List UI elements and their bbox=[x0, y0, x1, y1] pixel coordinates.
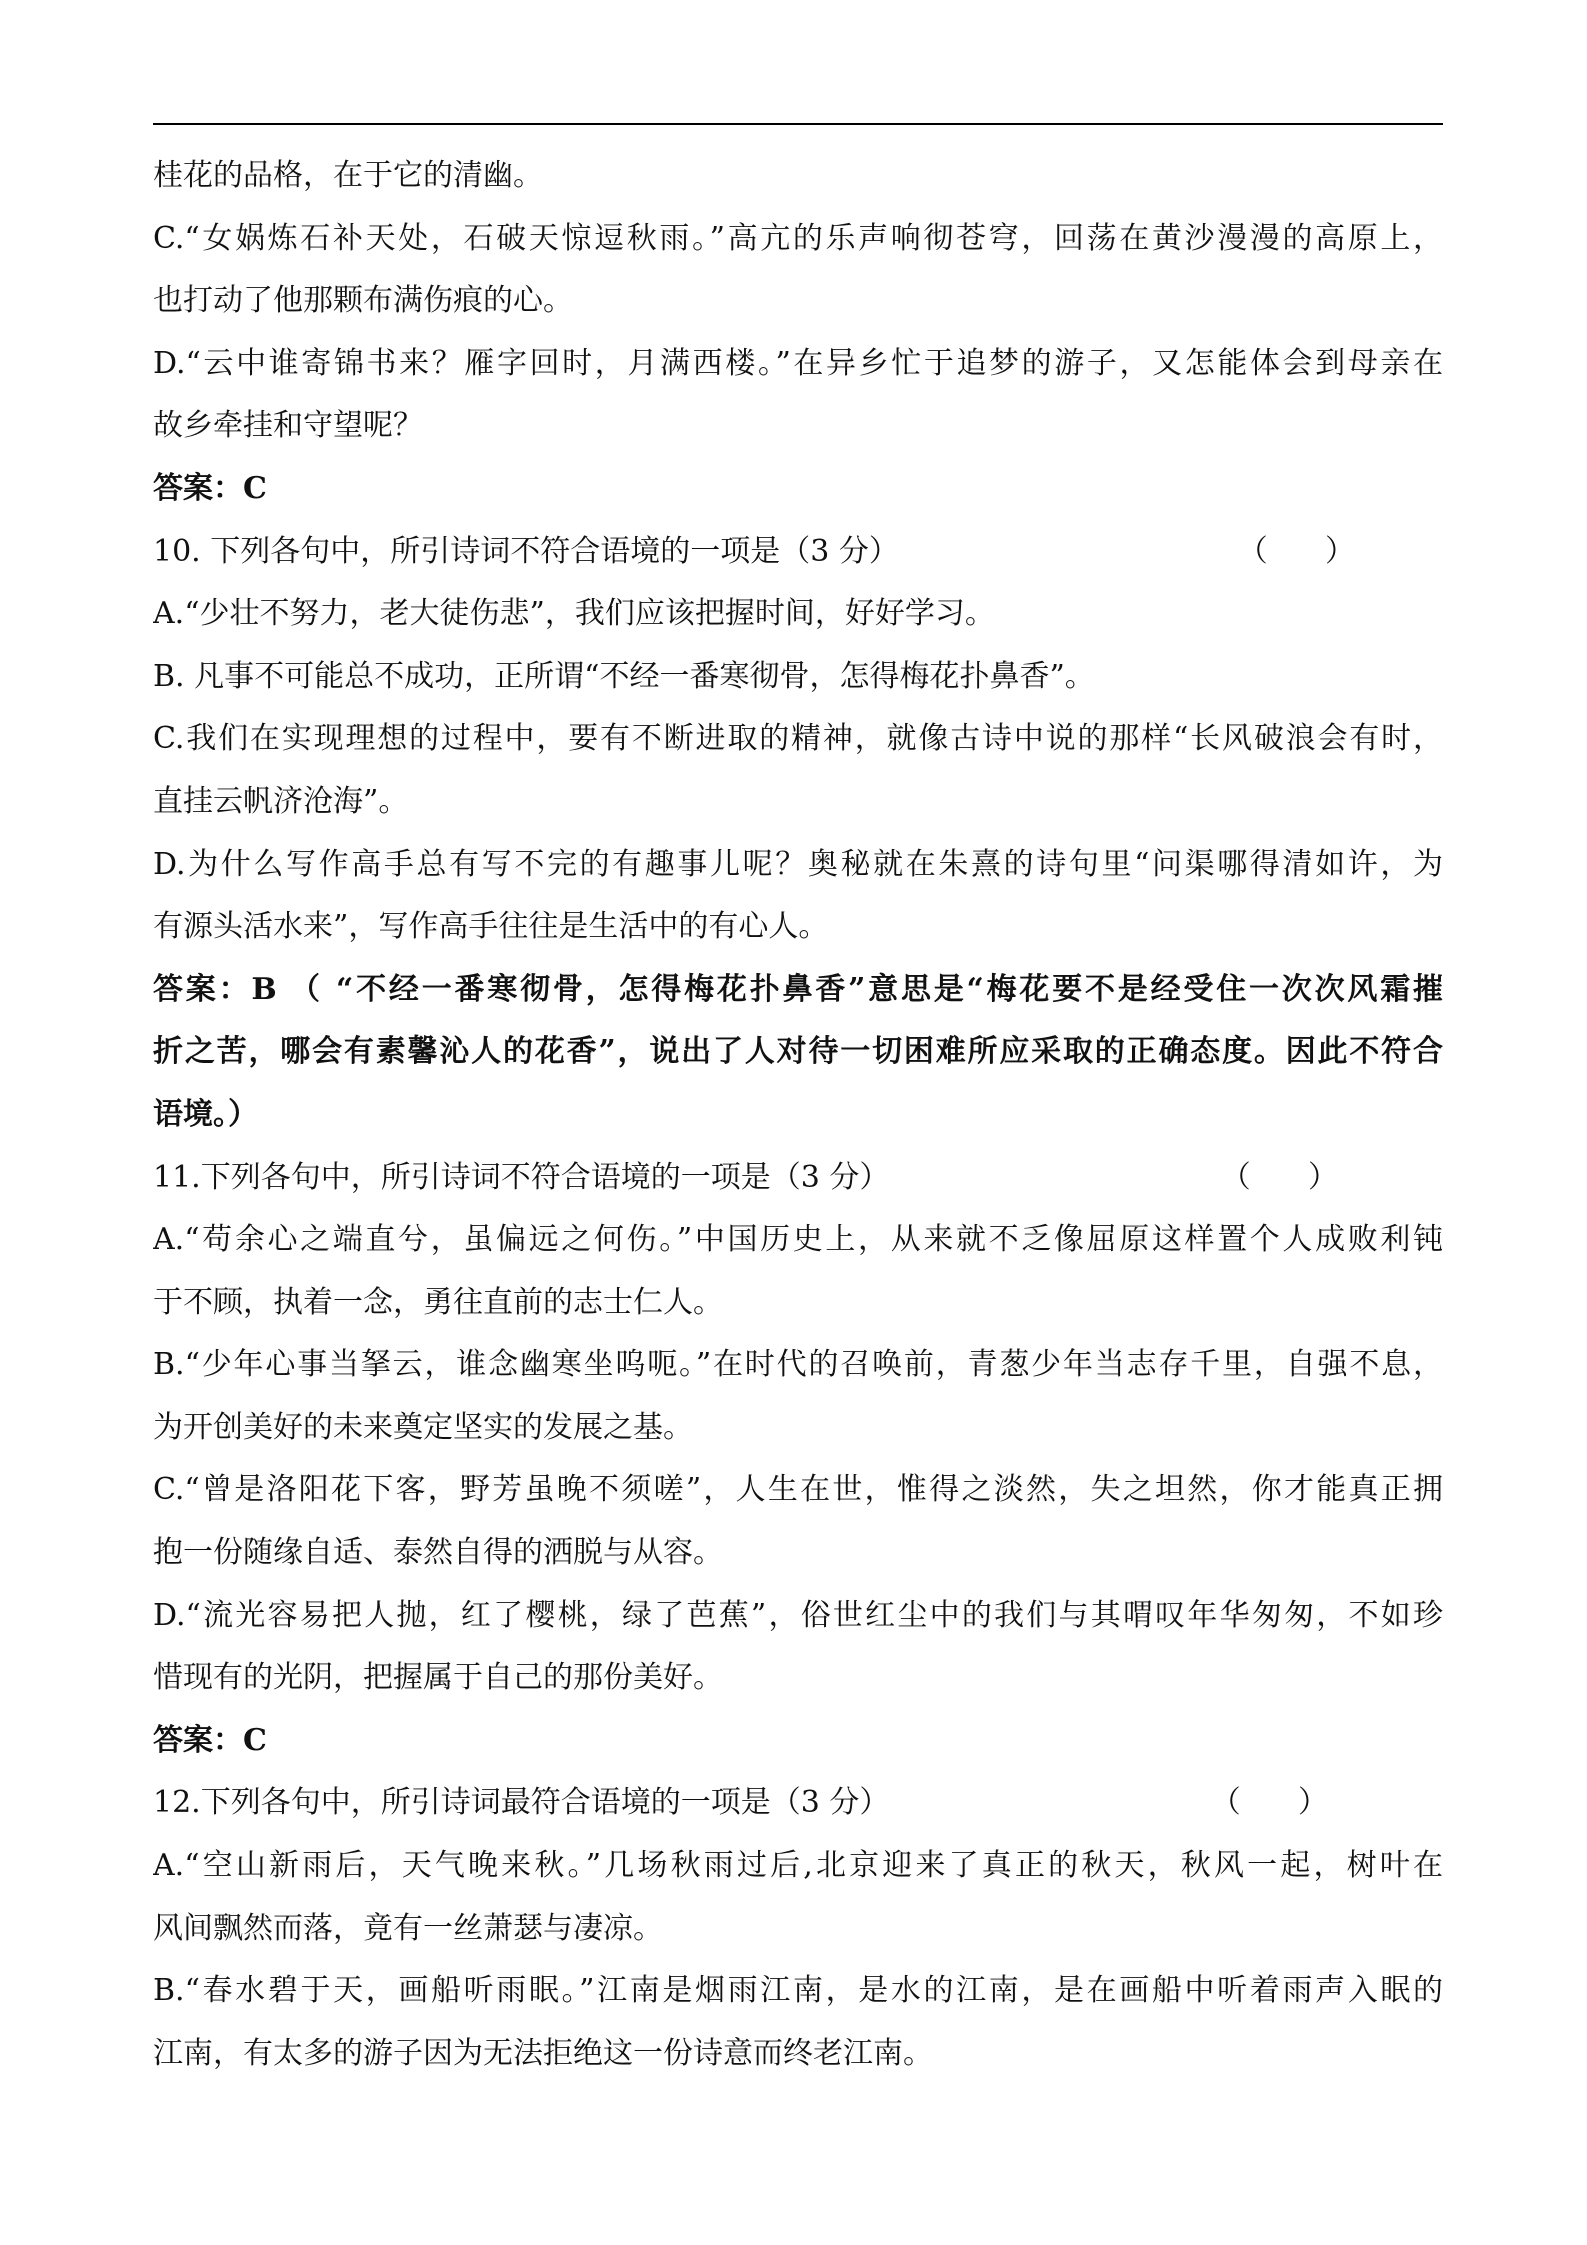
page-content bbox=[153, 145, 1443, 2085]
q9-option-b-continuation: 桂花的品格，在于它的清幽。 bbox=[153, 158, 543, 193]
q10-answer-line-1: 答案：B （ “不经一番寒彻骨，怎得梅花扑鼻香”意思是“梅花要不是经受住一次次风霜摧 bbox=[153, 971, 1443, 1007]
q9-option-d-line-2: 故乡牵挂和守望呢？ bbox=[153, 408, 423, 444]
q12-option-a-line-2: 风间飘然而落，竟有一丝萧瑟与凄凉。 bbox=[153, 1910, 663, 1946]
q10-answer-line-3: 语境。） bbox=[153, 1096, 258, 1132]
q12-stem-row bbox=[153, 1772, 1443, 1835]
q9-option-c-line-1: C.“女娲炼石补天处，石破天惊逗秋雨。”高亢的乐声响彻苍穹，回荡在黄沙漫漫的高原上， bbox=[153, 220, 1443, 256]
q11-option-c-line-1: C.“曾是洛阳花下客，野芳虽晚不须嗟”，人生在世，惟得之淡然，失之坦然，你才能真正拥 bbox=[153, 1472, 1443, 1508]
q9-option-c-line-2: 也打动了他那颗布满伤痕的心。 bbox=[153, 283, 573, 319]
q12-option-b-line-2: 江南，有太多的游子因为无法拒绝这一份诗意而终老江南。 bbox=[153, 2035, 933, 2071]
q11-option-d-line-1: D.“流光容易把人抛，红了樱桃，绿了芭蕉”，俗世红尘中的我们与其喟叹年华匆匆，不如珍 bbox=[153, 1597, 1443, 1633]
q12-stem: 12.下列各句中，所引诗词最符合语境的一项是（3 分） bbox=[153, 1785, 890, 1821]
q11-stem: 11.下列各句中，所引诗词不符合语境的一项是（3 分） bbox=[153, 1159, 890, 1195]
header-rule bbox=[153, 123, 1443, 125]
q11-option-d-line-2: 惜现有的光阴，把握属于自己的那份美好。 bbox=[153, 1660, 723, 1696]
q10-option-d-line-2: 有源头活水来”，写作高手往往是生活中的有心人。 bbox=[153, 909, 829, 945]
q12-answer-blank: （ ） bbox=[1210, 1785, 1328, 1821]
q10-answer-blank: （ ） bbox=[1237, 533, 1355, 569]
q10-stem: 10. 下列各句中，所引诗词不符合语境的一项是（3 分） bbox=[153, 533, 899, 569]
q10-answer-line-2: 折之苦，哪会有素馨沁人的花香”，说出了人对待一切困难所应采取的正确态度。因此不符合 bbox=[153, 1034, 1443, 1070]
q10-option-b: B. 凡事不可能总不成功，正所谓“不经一番寒彻骨，怎得梅花扑鼻香”。 bbox=[153, 658, 1095, 694]
q11-option-b-line-2: 为开创美好的未来奠定坚实的发展之基。 bbox=[153, 1409, 693, 1445]
q12-option-b-line-1: B.“春水碧于天，画船听雨眠。”江南是烟雨江南，是水的江南，是在画船中听着雨声入眠的 bbox=[153, 1973, 1443, 2009]
q12-option-a-line-1: A.“空山新雨后，天气晚来秋。”几场秋雨过后,北京迎来了真正的秋天，秋风一起，树叶在 bbox=[153, 1848, 1443, 1884]
q11-stem-row bbox=[153, 1147, 1443, 1210]
q11-answer: 答案：C bbox=[153, 1722, 267, 1758]
q9-option-d-line-1: D.“云中谁寄锦书来？雁字回时，月满西楼。”在异乡忙于追梦的游子，又怎能体会到母亲在 bbox=[153, 345, 1443, 381]
q11-option-a-line-1: A.“苟余心之端直兮，虽偏远之何伤。”中国历史上，从来就不乏像屈原这样置个人成败利钝 bbox=[153, 1222, 1443, 1258]
q11-answer-blank: （ ） bbox=[1220, 1159, 1338, 1195]
q9-answer: 答案：C bbox=[153, 470, 267, 506]
q10-stem-row bbox=[153, 521, 1443, 584]
q11-option-c-line-2: 抱一份随缘自适、泰然自得的洒脱与从容。 bbox=[153, 1535, 723, 1571]
q11-option-b-line-1: B.“少年心事当拏云，谁念幽寒坐呜呃。”在时代的召唤前，青葱少年当志存千里，自强不息， bbox=[153, 1347, 1443, 1383]
q10-option-a: A.“少壮不努力，老大徒伤悲”，我们应该把握时间，好好学习。 bbox=[153, 596, 995, 632]
q10-option-c-line-1: C.我们在实现理想的过程中，要有不断进取的精神，就像古诗中说的那样“长风破浪会有时， bbox=[153, 721, 1443, 757]
q10-option-d-line-1: D.为什么写作高手总有写不完的有趣事儿呢？奥秘就在朱熹的诗句里“问渠哪得清如许，为 bbox=[153, 846, 1443, 882]
q11-option-a-line-2: 于不顾，执着一念，勇往直前的志士仁人。 bbox=[153, 1284, 723, 1320]
q10-option-c-line-2: 直挂云帆济沧海”。 bbox=[153, 783, 409, 819]
